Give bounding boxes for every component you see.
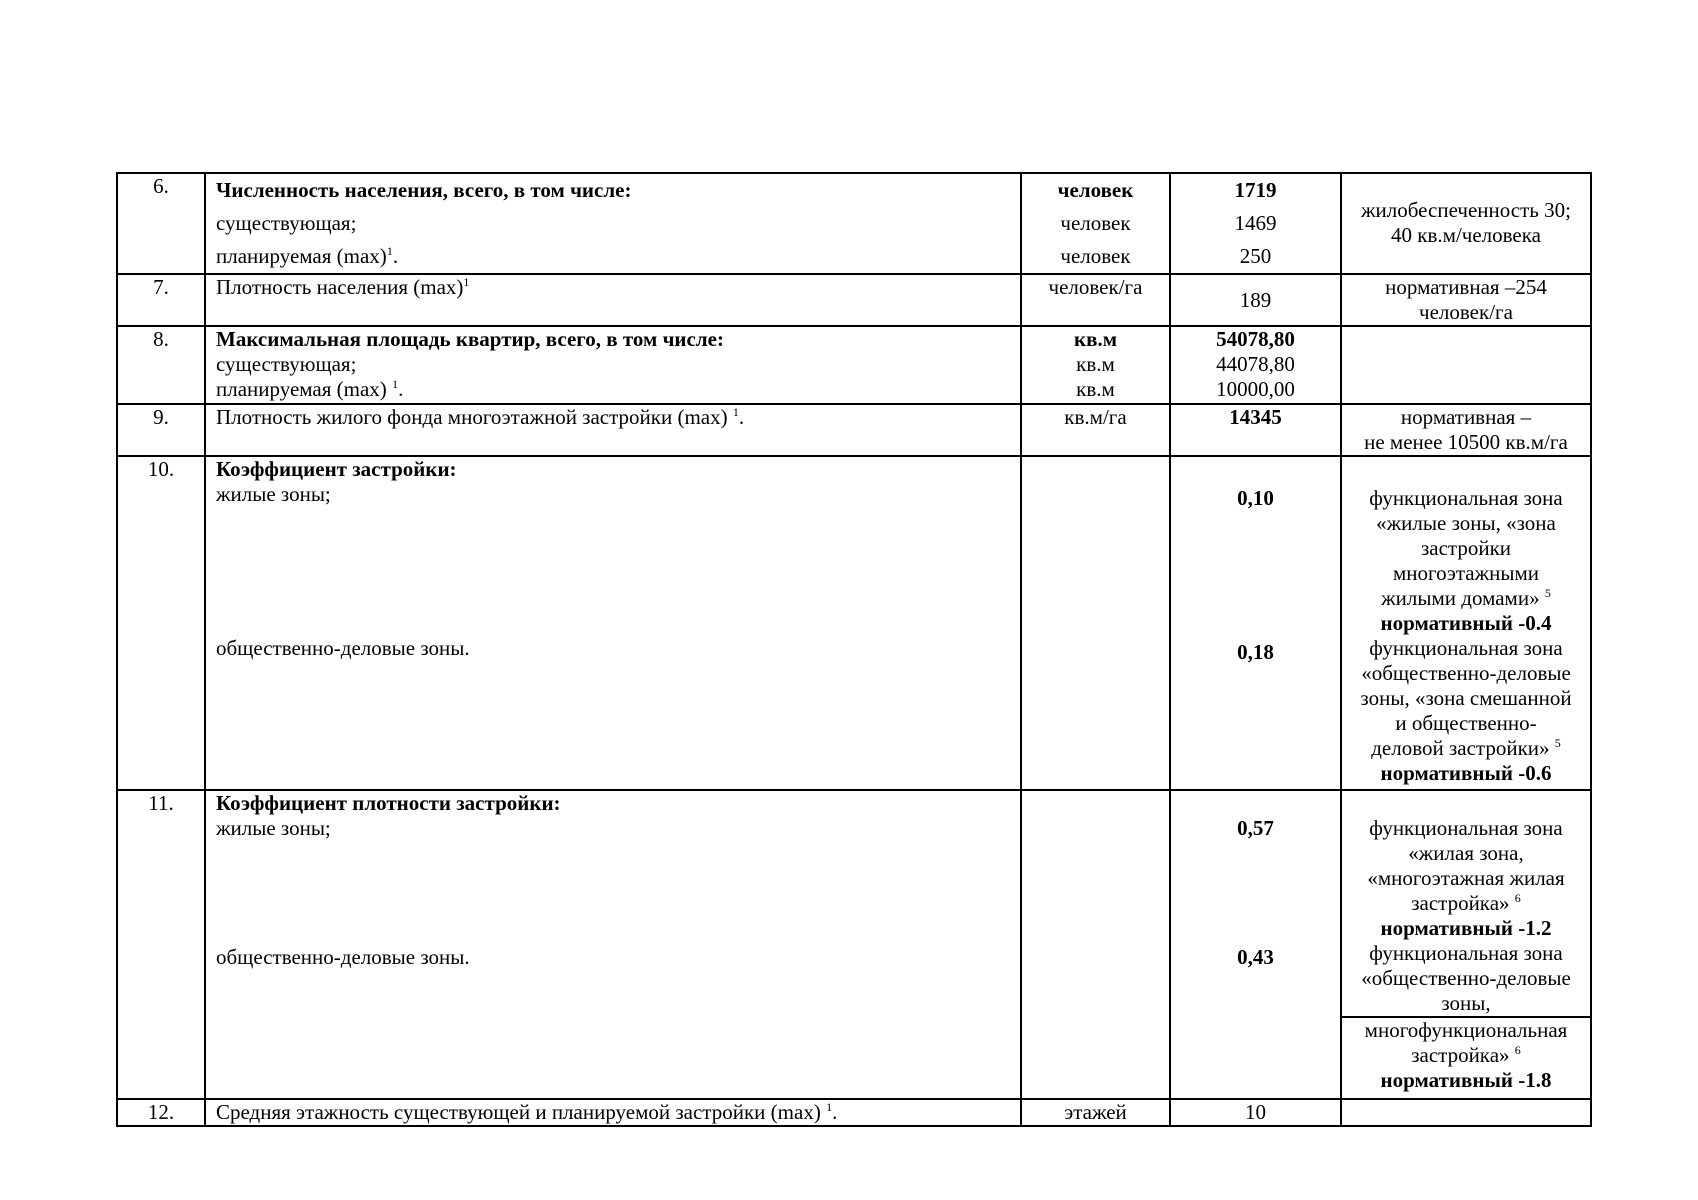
note-cell — [1341, 456, 1591, 790]
indicator-title: Максимальная площадь квартир, всего, в том числе: — [216, 327, 724, 351]
table-row — [117, 326, 1591, 404]
note-text: 40 кв.м/человека — [1391, 223, 1541, 247]
row-number: 6. — [117, 173, 205, 274]
row-number: 7. — [117, 274, 205, 326]
unit-text: кв.м — [1076, 352, 1115, 376]
indicator-sub: существующая; — [216, 352, 357, 376]
unit-text: человек — [1060, 211, 1131, 235]
note-cell — [1341, 790, 1591, 1099]
unit-cell — [1021, 173, 1170, 274]
indicator-sub: жилые зоны; — [216, 816, 331, 840]
indicator-sub: существующая; — [216, 211, 357, 235]
value-text: 0,10 — [1237, 486, 1274, 510]
indicator-cell — [205, 1099, 1021, 1126]
value-cell: 14345 — [1170, 404, 1341, 456]
note-text: не менее 10500 кв.м/га — [1364, 430, 1568, 454]
value-text: 189 — [1239, 287, 1272, 312]
footnote-ref: 1 — [386, 244, 393, 258]
norm-value: нормативный -1.8 — [1380, 1068, 1552, 1092]
norm-value: нормативный -1.2 — [1380, 916, 1552, 940]
note-text: «общественно-деловые — [1361, 966, 1571, 990]
note-text: функциональная зона — [1369, 486, 1563, 510]
value-cell — [1170, 173, 1341, 274]
note-text: функциональная зона — [1369, 636, 1563, 660]
value-cell — [1170, 326, 1341, 404]
unit-text: кв.м — [1076, 377, 1115, 401]
indicator-title: Коэффициент застройки: — [216, 457, 457, 481]
note-text — [1346, 1043, 1586, 1068]
unit-text: человек — [1060, 244, 1131, 268]
table-row — [117, 790, 1591, 1099]
value-text: 0,57 — [1237, 816, 1274, 840]
table-row — [117, 456, 1591, 790]
value-text: 54078,80 — [1216, 327, 1295, 351]
value-text: 44078,80 — [1216, 352, 1295, 376]
note-text-part: жилыми домами» — [1381, 586, 1540, 610]
note-text: «общественно-деловые — [1361, 661, 1571, 685]
indicator-cell — [205, 173, 1021, 274]
table-row — [117, 404, 1591, 456]
unit-cell — [1021, 456, 1170, 790]
row-number: 12. — [117, 1099, 205, 1126]
note-text-part: застройка» — [1411, 1043, 1510, 1067]
note-text — [1346, 586, 1586, 611]
indicator-title: Средняя этажность существующей и планируемой застройки (max) — [216, 1100, 821, 1124]
indicator-sub — [216, 240, 1010, 273]
norm-value: нормативный -0.6 — [1380, 761, 1552, 785]
indicator-sub: общественно-деловые зоны. — [216, 636, 470, 660]
footnote-ref: 5 — [1554, 736, 1561, 750]
footnote-ref: 1 — [463, 275, 470, 289]
indicator-sub-text: планируемая (max) — [216, 377, 387, 401]
unit-cell: этажей — [1021, 1099, 1170, 1126]
unit-cell — [1021, 790, 1170, 1099]
note-text — [1346, 891, 1586, 916]
unit-cell — [1021, 326, 1170, 404]
unit-cell: кв.м/га — [1021, 404, 1170, 456]
punctuation: . — [392, 244, 399, 268]
indicator-title: Плотность жилого фонда многоэтажной застройки (max) — [216, 405, 728, 429]
note-text: функциональная зона — [1369, 941, 1563, 965]
value-text: 1469 — [1234, 211, 1277, 235]
document-page — [116, 172, 1590, 1127]
note-text-part: деловой застройки» — [1371, 736, 1550, 760]
note-cell — [1341, 404, 1591, 456]
punctuation: . — [832, 1100, 838, 1124]
value-cell — [1170, 456, 1341, 790]
indicator-sub — [216, 377, 1010, 402]
value-cell — [1170, 274, 1341, 326]
indicator-cell — [205, 274, 1021, 326]
note-cell — [1341, 274, 1591, 326]
note-text: человек/га — [1419, 300, 1513, 324]
note-cell — [1341, 1099, 1591, 1126]
row-number: 8. — [117, 326, 205, 404]
value-text: 1719 — [1234, 178, 1277, 202]
value-text: 10000,00 — [1216, 377, 1295, 401]
table-row — [117, 173, 1591, 274]
note-text — [1346, 736, 1586, 761]
note-text: «жилые зоны, «зона — [1376, 511, 1556, 535]
footnote-ref: 6 — [1514, 1043, 1521, 1057]
note-text: «жилая зона, — [1408, 841, 1524, 865]
footnote-ref: 1 — [732, 405, 739, 419]
indicator-sub: общественно-деловые зоны. — [216, 945, 470, 969]
note-text: «многоэтажная жилая — [1367, 866, 1565, 890]
value-text: 0,43 — [1237, 945, 1274, 969]
indicator-cell — [205, 790, 1021, 1099]
row-number: 11. — [117, 790, 205, 1099]
footnote-ref: 1 — [826, 1100, 833, 1114]
value-cell: 10 — [1170, 1099, 1341, 1126]
indicator-cell — [205, 456, 1021, 790]
note-text: многофункциональная — [1364, 1018, 1568, 1042]
note-text-part: застройка» — [1411, 891, 1510, 915]
unit-cell: человек/га — [1021, 274, 1170, 326]
table-row — [117, 1099, 1591, 1126]
unit-text: человек — [1057, 178, 1134, 202]
indicator-title: Плотность населения (max) — [216, 275, 464, 299]
value-text: 250 — [1239, 244, 1272, 268]
note-cell — [1341, 173, 1591, 274]
norm-value: нормативный -0.4 — [1380, 611, 1552, 635]
indicator-sub-text: планируемая (max) — [216, 244, 387, 268]
indicator-cell — [205, 326, 1021, 404]
indicator-cell — [205, 404, 1021, 456]
note-text: функциональная зона — [1369, 816, 1563, 840]
table-row — [117, 274, 1591, 326]
indicator-title: Коэффициент плотности застройки: — [216, 791, 561, 815]
punctuation: . — [398, 377, 404, 401]
footnote-ref: 6 — [1514, 891, 1521, 905]
unit-text: кв.м — [1074, 327, 1117, 351]
note-text: нормативная –254 — [1385, 275, 1547, 299]
value-text: 0,18 — [1237, 640, 1274, 664]
indicator-sub: жилые зоны; — [216, 482, 331, 506]
note-text: и общественно- — [1395, 711, 1537, 735]
punctuation: . — [738, 405, 745, 429]
footnote-ref: 5 — [1544, 586, 1551, 600]
note-text: жилобеспеченность 30; — [1361, 198, 1571, 222]
note-text: зоны, «зона смешанной — [1360, 686, 1572, 710]
value-cell — [1170, 790, 1341, 1099]
note-text: застройки — [1420, 536, 1512, 560]
footnote-ref: 1 — [392, 377, 399, 391]
row-number: 9. — [117, 404, 205, 456]
indicators-table — [116, 172, 1592, 1127]
note-text: многоэтажными — [1392, 561, 1540, 585]
row-number: 10. — [117, 456, 205, 790]
note-text: зоны, — [1441, 991, 1491, 1015]
indicator-title: Численность населения, всего, в том числе: — [216, 178, 632, 202]
note-cell — [1341, 326, 1591, 404]
note-text: нормативная – — [1400, 405, 1532, 429]
